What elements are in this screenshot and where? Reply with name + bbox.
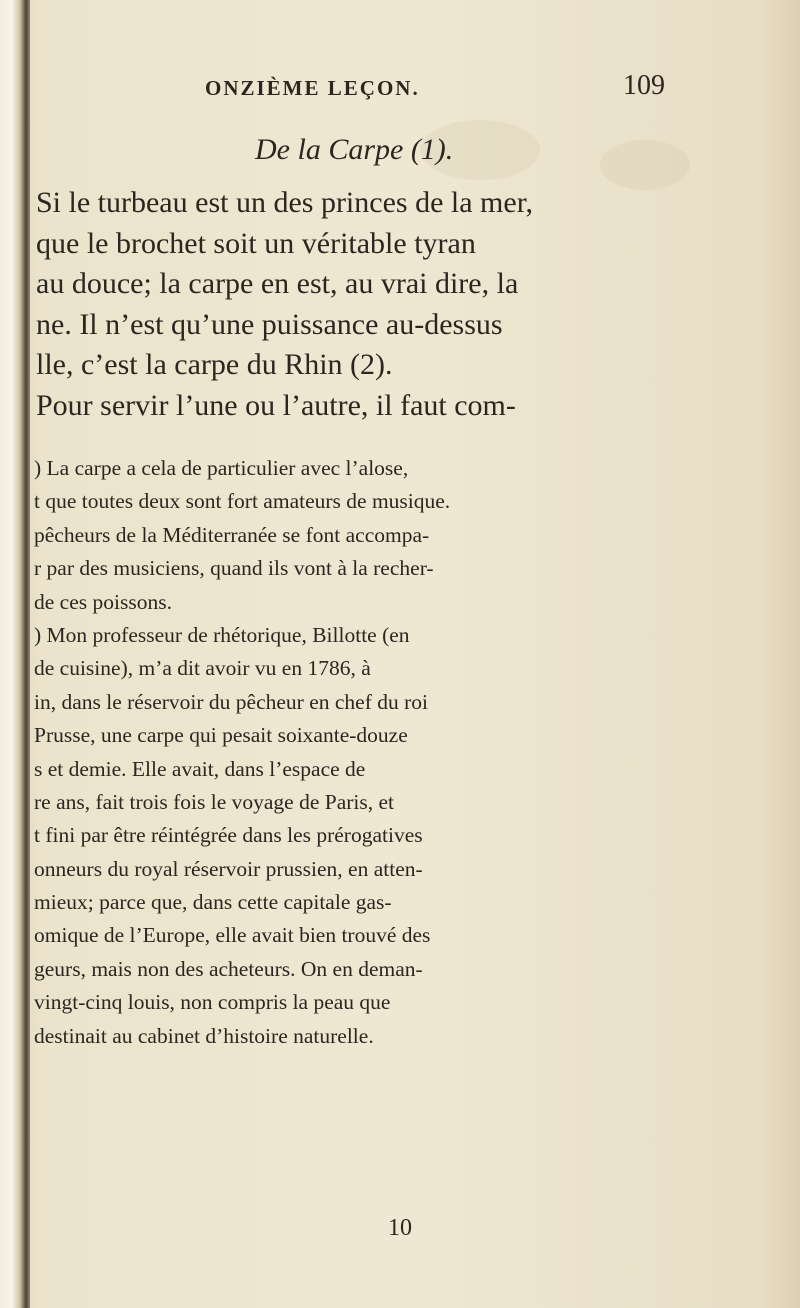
book-spine-shadow: [0, 0, 30, 1308]
footnote-line: ) La carpe a cela de particulier avec l’alose,: [34, 456, 409, 480]
footnote-line: r par des musiciens, quand ils vont à la recher-: [34, 556, 434, 581]
footnote-line: destinait au cabinet d’histoire naturelle.: [34, 1023, 374, 1048]
page-header: [205, 70, 665, 110]
footnote-line: t fini par être réintégrée dans les prérogatives: [34, 823, 423, 848]
page-number: 109: [623, 70, 665, 101]
footnote-line: in, dans le réservoir du pêcheur en chef du roi: [34, 689, 429, 714]
text-line: lle, c’est la carpe du Rhin (2).: [36, 348, 393, 381]
signature-mark: 10: [388, 1215, 412, 1241]
footnote-line: vingt-cinq louis, non compris la peau que: [34, 990, 391, 1015]
footnote-line: Prusse, une carpe qui pesait soixante-douze: [34, 723, 408, 748]
footnote-line: onneurs du royal réservoir prussien, en atten-: [34, 856, 423, 881]
footnote-line: re ans, fait trois fois le voyage de Paris, et: [34, 789, 395, 814]
text-line: Si le turbeau est un des princes de la mer,: [36, 186, 533, 219]
footnote-line: pêcheurs de la Méditerranée se font accompa-: [34, 522, 430, 547]
text-line: ne. Il n’est qu’une puissance au-dessus: [36, 307, 503, 341]
footnote-line: de cuisine), m’a dit avoir vu en 1786, à: [34, 656, 371, 681]
text-line: au douce; la carpe en est, au vrai dire, la: [36, 267, 519, 300]
text-line: Pour servir l’une ou l’autre, il faut com-: [36, 388, 516, 422]
footnote-line: de ces poissons.: [34, 589, 172, 614]
text-line: que le brochet soit un véritable tyran: [36, 226, 476, 260]
footnotes: [34, 452, 794, 1053]
footnote-line: t que toutes deux sont fort amateurs de musique.: [34, 489, 451, 514]
running-head: ONZIÈME LEÇON.: [205, 76, 420, 100]
footnote-line: ) Mon professeur de rhétorique, Billotte (en: [34, 622, 410, 647]
footnote-line: geurs, mais non des acheteurs. On en deman-: [34, 956, 423, 981]
footnote-line: s et demie. Elle avait, dans l’espace de: [34, 756, 366, 781]
footnote-line: mieux; parce que, dans cette capitale gas-: [34, 890, 392, 915]
section-title: De la Carpe (1).: [255, 133, 454, 166]
main-text: [36, 183, 796, 426]
footnote-line: omique de l’Europe, elle avait bien trouvé des: [34, 923, 431, 948]
